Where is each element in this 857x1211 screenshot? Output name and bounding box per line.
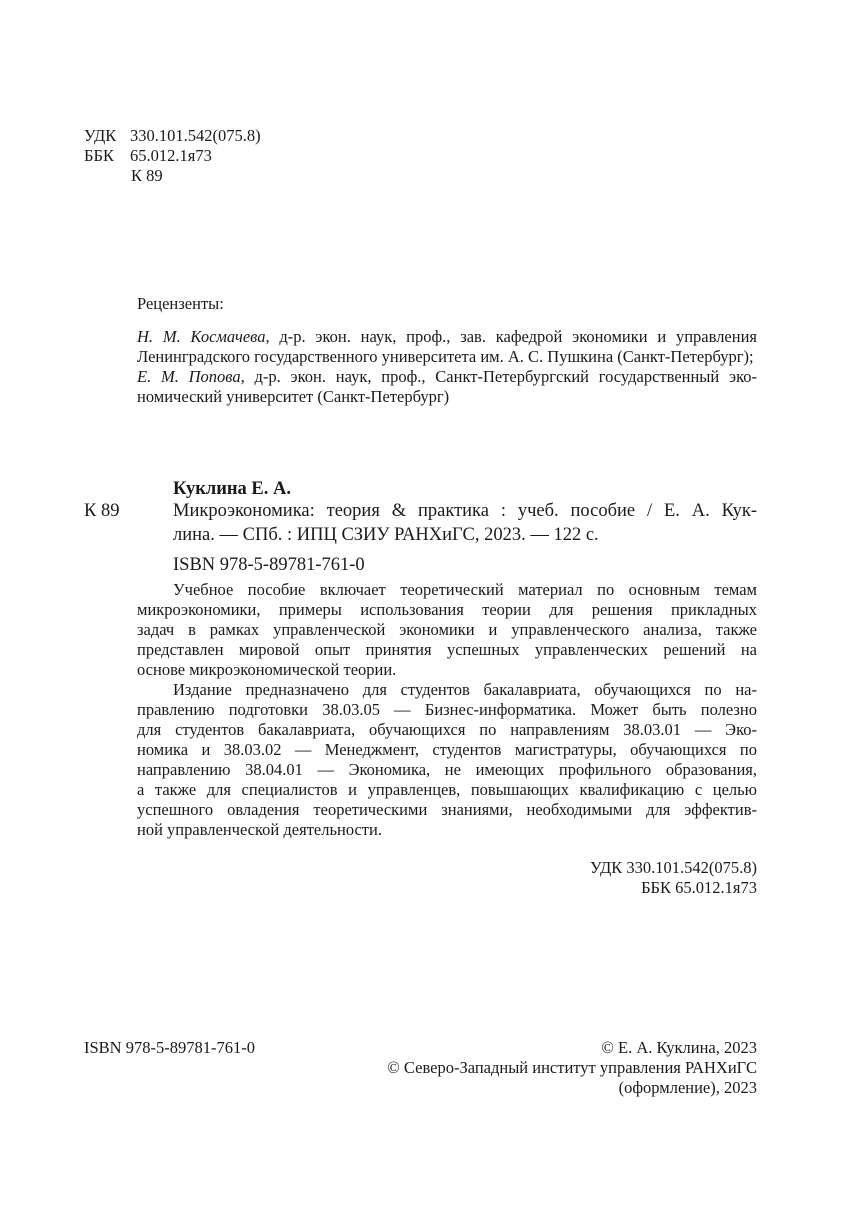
reviewers-block (137, 294, 757, 407)
reviewer-1-line-2: Ленинградского государственного университета им. А. С. Пушкина (Санкт-Петербург); (137, 347, 754, 366)
author-heading: Куклина Е. А. (173, 479, 292, 499)
reviewer-2-line-2: номический университет (Санкт-Петербург) (137, 387, 450, 406)
reviewer-2-credentials: , д-р. экон. наук, проф., Санкт-Петербургский государственный эко- (240, 367, 757, 386)
footer-isbn: ISBN 978-5-89781-761-0 (84, 1038, 255, 1057)
bib-line-2: лина. — СПб. : ИПЦ СЗИУ РАНХиГС, 2023. — 122 с. (173, 525, 599, 545)
annotation-p2-line: направлению 38.04.01 — Экономика, не имеющих профильного образования, (137, 760, 757, 779)
annotation-p1-line: представлен мировой опыт принятия успешных управленческих решений на (137, 640, 757, 659)
annotation-p1-line: основе микроэкономической теории. (137, 660, 397, 679)
annotation-p1-line: микроэкономики, примеры использования теории для решения прикладных (137, 600, 757, 619)
annotation-p1-line: Учебное пособие включает теоретический материал по основным темам (173, 580, 757, 599)
reviewer-1-credentials: , д-р. экон. наук, проф., зав. кафедрой экономики и управления (265, 327, 757, 346)
annotation-p2-line: а также для специалистов и управленцев, повышающих квалификацию с целью (137, 780, 757, 799)
udk-label: УДК (84, 126, 117, 145)
reviewer-2-name: Е. М. Попова (137, 367, 241, 386)
classification-codes-right (590, 858, 757, 898)
annotation-p2-line: правлению подготовки 38.03.05 — Бизнес-информатика. Может быть полезно (137, 700, 757, 719)
copyright-block (387, 1038, 757, 1098)
copyright-author: © Е. А. Куклина, 2023 (601, 1038, 757, 1057)
annotation-p2-line: успешного овладения теоретическими знаниями, необходимыми для эффектив- (137, 800, 757, 819)
bbk-row (84, 146, 261, 166)
author-sign: К 89 (84, 501, 120, 521)
reviewer-1-line-1 (137, 327, 757, 347)
annotation-p2-line: Издание предназначено для студентов бакалавриата, обучающихся по на- (173, 680, 757, 699)
bbk-code: ББК 65.012.1я73 (641, 878, 757, 897)
classification-block (84, 126, 261, 186)
copyright-design: (оформление), 2023 (618, 1078, 757, 1097)
annotation-p2-line: ной управленческой деятельности. (137, 820, 382, 839)
bib-line-1: Микроэкономика: теория & практика : учеб. пособие / Е. А. Кук- (173, 501, 757, 521)
udk-value: 330.101.542(075.8) (130, 126, 261, 145)
author-sign-top: К 89 (131, 166, 163, 185)
udk-code: УДК 330.101.542(075.8) (589, 858, 757, 877)
reviewers-heading: Рецензенты: (137, 294, 224, 313)
annotation (137, 580, 757, 840)
reviewer-1-name: Н. М. Космачева (137, 327, 266, 346)
bbk-value: 65.012.1я73 (130, 146, 212, 165)
bbk-label: ББК (84, 146, 114, 165)
isbn-entry: ISBN 978-5-89781-761-0 (173, 555, 365, 575)
bibliographic-description (173, 499, 757, 547)
annotation-p1-line: задач в рамках управленческой экономики и управленческого анализа, также (137, 620, 757, 639)
copyright-institute: © Северо-Западный институт управления РАНХиГС (387, 1058, 757, 1077)
annotation-p2-line: номика и 38.03.02 — Менеджмент, студентов магистратуры, обучающихся по (137, 740, 757, 759)
reviewer-2-line-1 (137, 367, 757, 387)
udk-row (84, 126, 261, 146)
annotation-p2-line: для студентов бакалавриата, обучающихся по направлениям 38.03.01 — Эко- (137, 720, 757, 739)
